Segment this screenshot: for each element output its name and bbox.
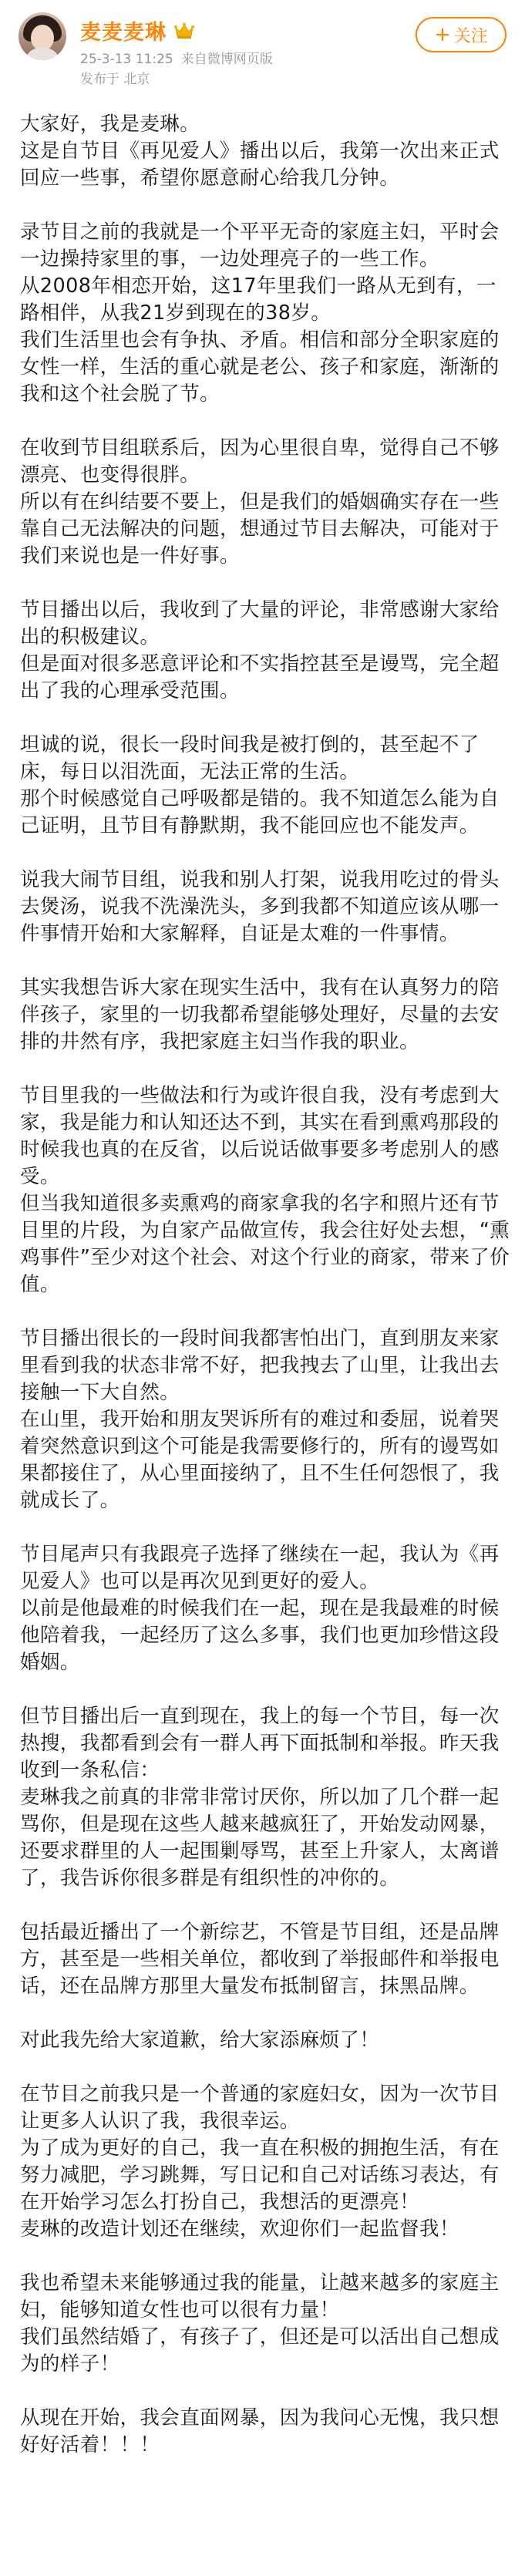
paragraph: 其实我想告诉大家在现实生活中，我有在认真努力的陪伴孩子，家里的一切我都希望能够处理好，尽量的去安排的井然有序，我把家庭主妇当作我的职业。 [20, 976, 500, 1053]
vip-crown-icon [174, 22, 194, 39]
follow-button[interactable] [416, 17, 506, 52]
paragraph: 我也希望未来能够通过我的能量，让越来越多的家庭主妇，能够知道女性也可以很有力量！ 我们虽然结婚了，有孩子了，但还是可以活出自己想成为的样子！ [20, 2271, 500, 2376]
timestamp: 25-3-13 11:25 [80, 52, 173, 67]
post-location: 发布于 北京 [80, 72, 150, 87]
paragraph: 在节目之前我只是一个普通的家庭妇女，因为一次节目让更多人认识了我，我很幸运。 为了成为更好的自己，我一直在积极的拥抱生活，有在努力减肥，学习跳舞，写日记和自己对话练习表达，有在开始学习怎么打扮自己，我想活的更漂亮！ 麦琳的改造计划还在继续，欢迎你们一起监督我！ [20, 2083, 500, 2241]
paragraph: 在收到节目组联系后，因为心里很自卑，觉得自己不够漂亮、也变得很胖。 所以有在纠结要不要上，但是我们的婚姻确实存在一些靠自己无法解决的问题，想通过节目去解决，可能对于我们来说也是一件好事。 [20, 436, 500, 567]
paragraph: 从现在开始，我会直面网暴，因为我问心无愧，我只想好好活着！！！ [20, 2406, 500, 2456]
paragraph: 节目播出以后，我收到了大量的评论，非常感谢大家给出的积极建议。 但是面对很多恶意评论和不实指控甚至是谩骂，完全超出了我的心理承受范围。 [20, 598, 500, 702]
paragraph: 录节目之前的我就是一个平平无奇的家庭主妇，平时会一边操持家里的事，一边处理亮子的一些工作。 从2008年相恋开始，这17年里我们一路从无到有，一路相伴，从我21岁到现在的38岁。 我们生活里也会有争执、矛盾。相信和部分全职家庭的女性一样，生活的重心就是老公、孩子和家庭，渐渐的我和这个社会脱了节。 [20, 221, 500, 406]
post-body [0, 111, 525, 2459]
avatar[interactable] [19, 12, 66, 60]
user-name-row [80, 15, 194, 45]
paragraph: 说我大闹节目组，说我和别人打架，说我用吃过的骨头去煲汤，说我不洗澡洗头，多到我都不知道应该从哪一件事情开始和大家解释，自证是太难的一件事情。 [20, 868, 500, 945]
paragraph: 对此我先给大家道歉，给大家添麻烦了！ [20, 2029, 380, 2052]
paragraph: 节目里我的一些做法和行为或许很自我，没有考虑到大家，我是能力和认知还达不到，其实在看到熏鸡那段的时候我也真的在反省，以后说话做事要多考虑别人的感受。 但当我知道很多卖熏鸡的商家拿我的名字和照片还有节目里的片段，为自家产品做宣传，我会往好处去想，“熏鸡事件”至少对这个社会、对这个行业的商家，带来了价值。 [20, 1084, 510, 1296]
paragraph: 但节目播出后一直到现在，我上的每一个节目，每一次热搜，我都看到会有一群人再下面抵制和举报。昨天我收到一条私信： 麦琳我之前真的非常非常讨厌你，所以加了几个群一起骂你，但是现在这些人越来越疯狂了，开始发动网暴，还要求群里的人一起围剿辱骂，甚至上升家人，太离谱了，我告诉你很多群是有组织性的冲你的。 [20, 1705, 500, 1890]
follow-label: 关注 [453, 26, 488, 46]
paragraph: 大家好，我是麦琳。 这是自节目《再见爱人》播出以后，我第一次出来正式回应一些事，希望你愿意耐心给我几分钟。 [20, 113, 500, 190]
post-source: 来自微博网页版 [180, 52, 273, 67]
paragraph: 节目播出很长的一段时间我都害怕出门，直到朋友来家里看到我的状态非常不好，把我拽去了山里，让我出去接触一下大自然。 在山里，我开始和朋友哭诉所有的难过和委屈，说着哭着突然意识到这个可能是我需要修行的，所有的谩骂如果都接住了，从心里面接纳了，且不生任何怨恨了，我就成长了。 [20, 1327, 500, 1512]
post-header [0, 0, 525, 111]
plus-icon: + [434, 23, 451, 46]
user-name[interactable]: 麦麦麦琳 [80, 21, 167, 45]
paragraph: 坦诚的说，很长一段时间我是被打倒的，甚至起不了床，每日以泪洗面，无法正常的生活。 那个时候感觉自己呼吸都是错的。我不知道怎么能为自己证明，且节目有静默期，我不能回应也不能发声。 [20, 733, 500, 837]
paragraph: 节目尾声只有我跟亮子选择了继续在一起，我认为《再见爱人》也可以是再次见到更好的爱人。 以前是他最难的时候我们在一起，现在是我最难的时候他陪着我，一起经历了这么多事，我们也更加珍惜这段婚姻。 [20, 1543, 500, 1674]
post-meta [80, 48, 273, 67]
paragraph: 包括最近播出了一个新综艺，不管是节目组，还是品牌方，甚至是一些相关单位，都收到了举报邮件和举报电话，还在品牌方那里大量发布抵制留言，抹黑品牌。 [20, 1921, 500, 1998]
